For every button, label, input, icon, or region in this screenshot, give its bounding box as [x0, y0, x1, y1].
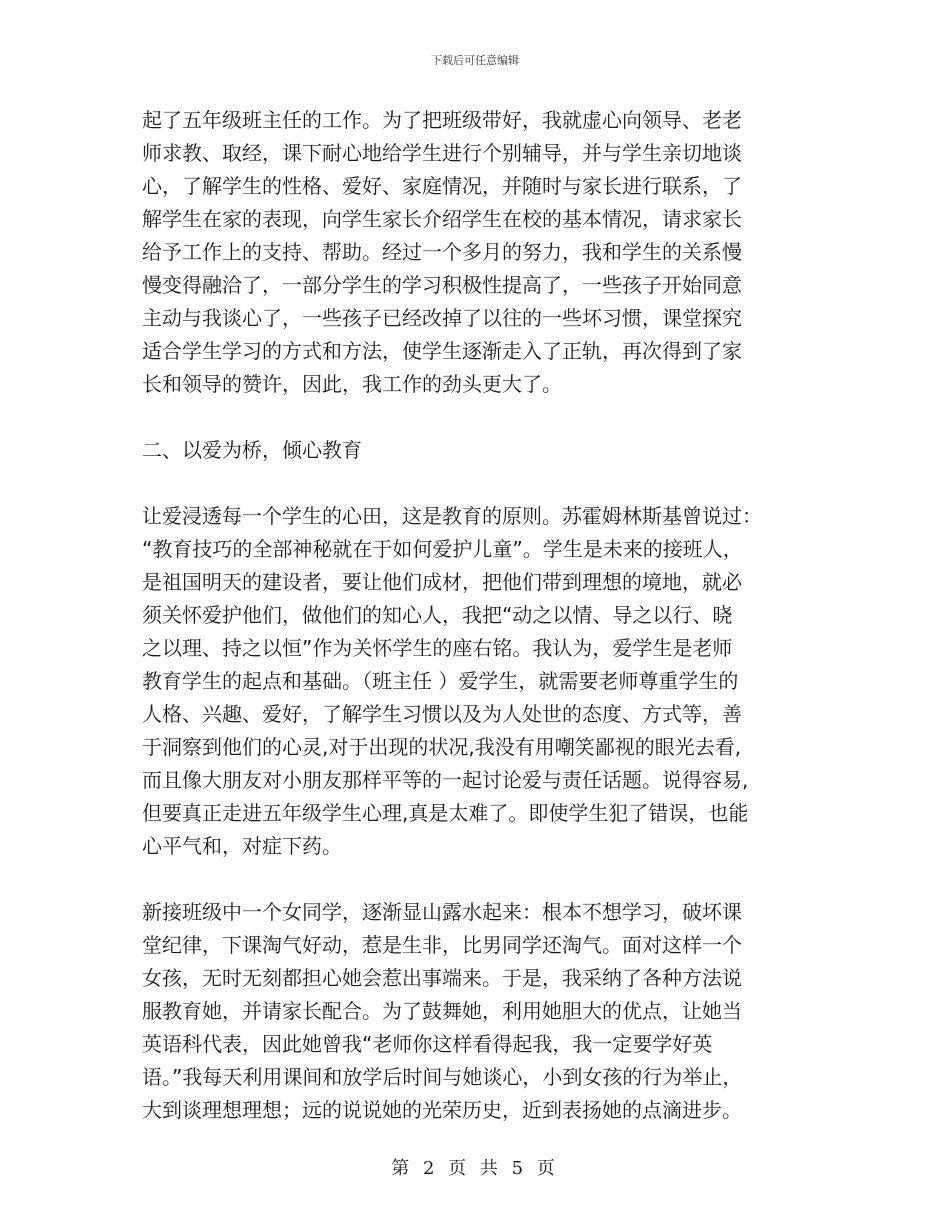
text-line: 给予工作上的支持、帮助。经过一个多月的努力，我和学生的关系慢 — [142, 240, 742, 264]
text-line: 而且像大朋友对小朋友那样平等的一起讨论爱与责任话题。说得容易, — [142, 768, 749, 792]
document-body — [142, 104, 810, 1127]
paragraph-gap — [142, 863, 810, 896]
text-line: 主动与我谈心了，一些孩子已经改掉了以往的一些坏习惯，课堂探究 — [142, 306, 742, 330]
text-line: 大到谈理想理想；远的说说她的光荣历史，近到表扬她的点滴进步。 — [142, 1098, 742, 1122]
text-line: 解学生在家的表现，向学生家长介绍学生在校的基本情况，请求家长 — [142, 207, 742, 231]
text-line: 但要真正走进五年级学生心理,真是太难了。即使学生犯了错误，也能 — [142, 801, 749, 825]
text-line: 人格、兴趣、爱好，了解学生习惯以及为人处世的态度、方式等，善 — [142, 702, 742, 726]
text-line: “教育技巧的全部神秘就在于如何爱护儿童”。学生是未来的接班人， — [142, 537, 743, 561]
text-line: 女孩，无时无刻都担心她会惹出事端来。于是，我采纳了各种方法说 — [142, 966, 742, 990]
page-footer: 第 2 页 共 5 页 — [391, 1158, 559, 1179]
paragraph-gap — [142, 401, 810, 434]
page-header: 下载后可任意编辑 — [431, 54, 519, 67]
paragraph-2 — [142, 500, 810, 863]
text-line: 让爱浸透每一个学生的心田，这是教育的原则。苏霍姆林斯基曾说过： — [142, 504, 762, 528]
text-line: 慢变得融洽了，一部分学生的学习积极性提高了，一些孩子开始同意 — [142, 273, 742, 297]
text-line: 服教育她，并请家长配合。为了鼓舞她，利用她胆大的优点，让她当 — [142, 999, 742, 1023]
paragraph-gap — [142, 467, 810, 500]
paragraph-3 — [142, 896, 810, 1127]
text-line: 教育学生的起点和基础。（班主任 ）爱学生，就需要老师尊重学生的 — [142, 669, 739, 693]
text-line: 堂纪律，下课淘气好动，惹是生非，比男同学还淘气。面对这样一个 — [142, 933, 742, 957]
text-line: 英语科代表，因此她曾我“老师你这样看得起我，我一定要学好英 — [142, 1032, 713, 1056]
text-line: 语。”我每天利用课间和放学后时间与她谈心，小到女孩的行为举止， — [142, 1065, 743, 1089]
text-line: 长和领导的赞许，因此，我工作的劲头更大了。 — [142, 372, 562, 396]
text-line: 是祖国明天的建设者，要让他们成材，把他们带到理想的境地，就必 — [142, 570, 742, 594]
paragraph-1 — [142, 104, 810, 401]
text-line: 适合学生学习的方式和方法，使学生逐渐走入了正轨，再次得到了家 — [142, 339, 742, 363]
text-line: 须关怀爱护他们，做他们的知心人，我把“动之以情、导之以行、晓 — [142, 603, 733, 627]
text-line: 师求教、取经，课下耐心地给学生进行个别辅导，并与学生亲切地谈 — [142, 141, 742, 165]
text-line: 之以理、持之以恒”作为关怀学生的座右铭。我认为，爱学生是老师 — [142, 636, 733, 660]
text-line: 起了五年级班主任的工作。为了把班级带好，我就虚心向领导、老老 — [142, 108, 742, 132]
text-line: 心平气和，对症下药。 — [142, 834, 342, 858]
text-line: 心，了解学生的性格、爱好、家庭情况，并随时与家长进行联系，了 — [142, 174, 742, 198]
text-line: 新接班级中一个女同学，逐渐显山露水起来：根本不想学习，破坏课 — [142, 900, 742, 924]
section-heading: 二、以爱为桥，倾心教育 — [142, 438, 362, 462]
text-line: 于洞察到他们的心灵,对于出现的状况,我没有用嘲笑鄙视的眼光去看, — [142, 735, 742, 759]
